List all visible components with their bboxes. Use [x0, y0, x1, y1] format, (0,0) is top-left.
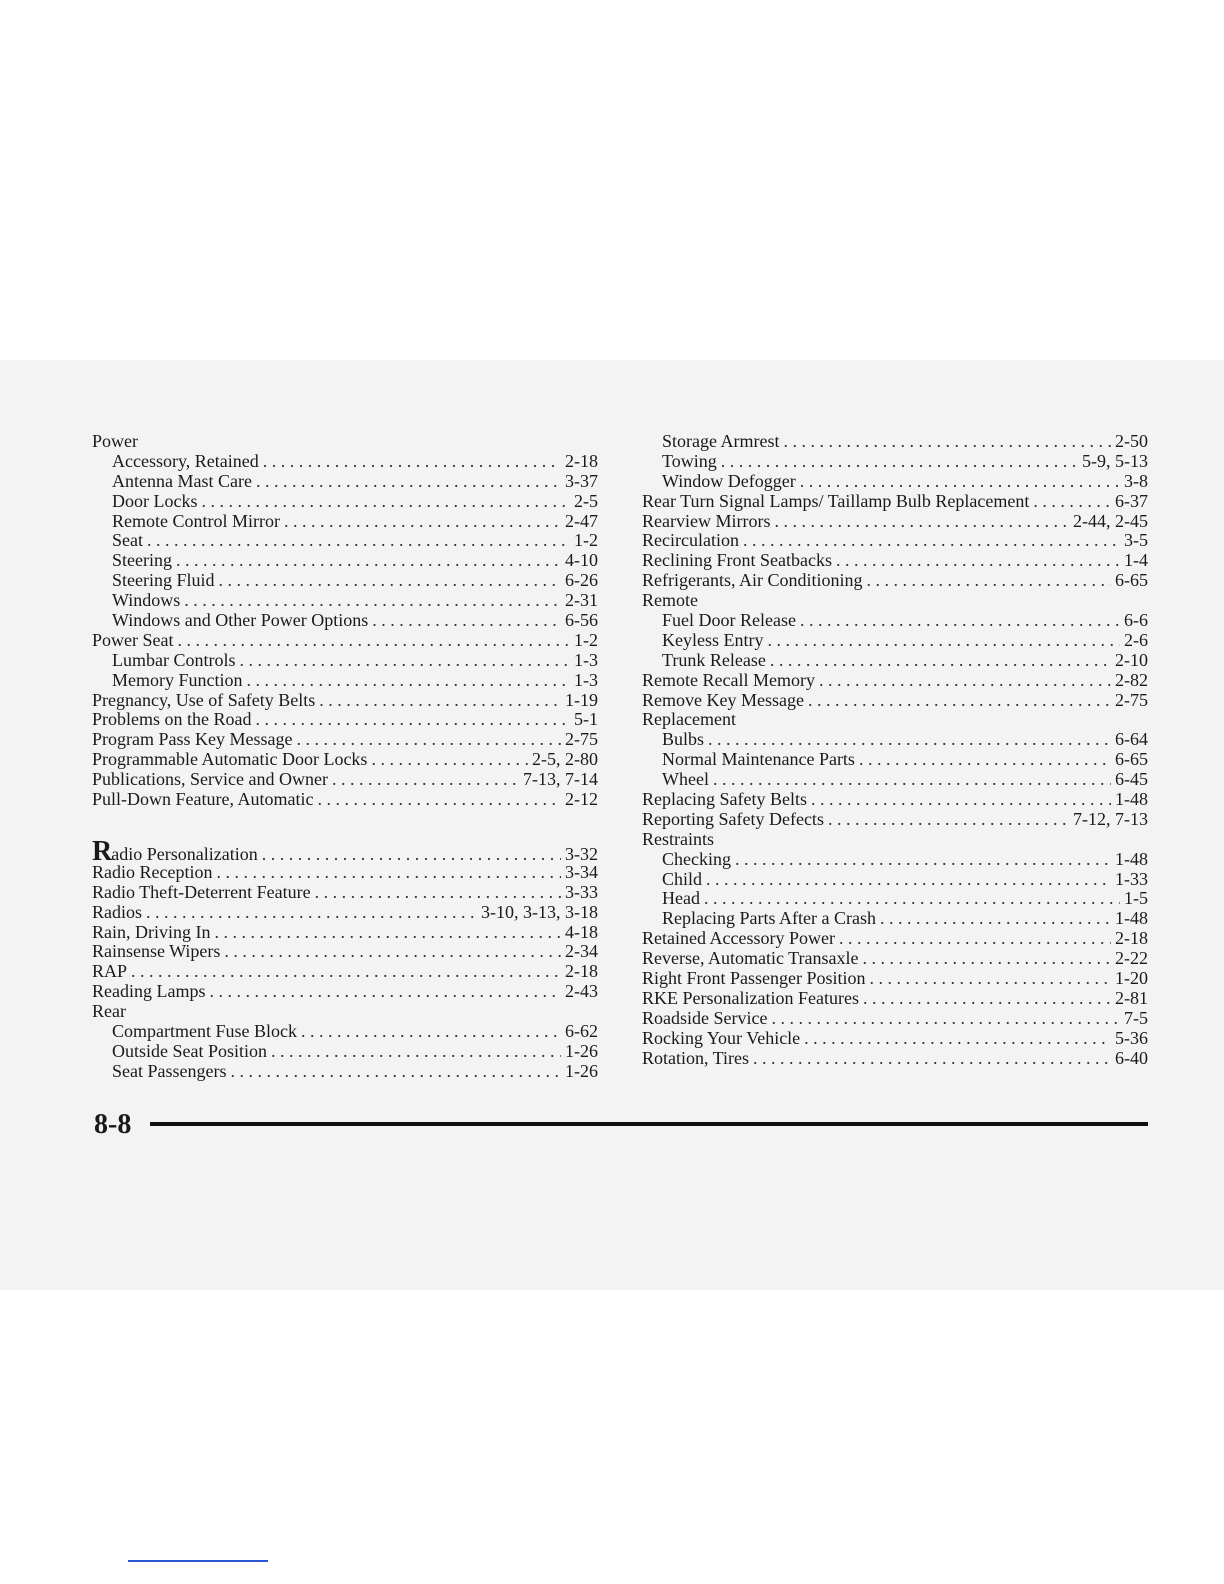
index-entry-page-ref[interactable]: 3-37	[565, 470, 598, 491]
index-entry-term: Windows and Other Power Options	[112, 610, 369, 631]
index-entry-page-ref[interactable]: 6-26	[565, 570, 598, 591]
index-entry-term: Steering Fluid	[112, 570, 215, 591]
index-entry-term: Rocking Your Vehicle	[642, 1027, 801, 1048]
index-entry-term: RKE Personalization Features	[642, 987, 859, 1008]
index-entry-page-ref[interactable]: 2-43	[565, 981, 598, 1002]
dot-leader	[177, 631, 570, 651]
dot-leader	[828, 810, 1069, 830]
index-entry	[92, 631, 598, 651]
index-entry-term: Program Pass Key Message	[92, 729, 293, 750]
dot-leader	[176, 551, 561, 571]
index-entry	[642, 591, 1148, 611]
index-entry	[92, 982, 598, 1002]
index-entry	[642, 492, 1148, 512]
index-entry-term: Memory Function	[112, 669, 243, 690]
index-column-right	[642, 432, 1148, 1069]
index-entry-term: Pregnancy, Use of Safety Belts	[92, 689, 316, 710]
index-entry-term: Towing	[662, 450, 717, 471]
dot-leader	[240, 651, 571, 671]
index-entry	[92, 492, 598, 512]
index-entry-term: Rainsense Wipers	[92, 941, 221, 962]
dot-leader	[870, 969, 1111, 989]
dot-leader	[774, 512, 1069, 532]
index-entry	[642, 889, 1148, 909]
dot-leader	[317, 790, 561, 810]
index-entry	[642, 1029, 1148, 1049]
dot-leader	[704, 889, 1120, 909]
index-entry-page-ref[interactable]: 1-4	[1124, 550, 1148, 571]
index-entry	[642, 432, 1148, 452]
index-entry-page-ref[interactable]: 6-37	[1115, 490, 1148, 511]
index-entry-term: Seat	[112, 530, 143, 551]
index-entry-page-ref[interactable]: 2-75	[565, 729, 598, 750]
index-entry-term: Rear Turn Signal Lamps/ Taillamp Bulb Replacement	[642, 490, 1030, 511]
index-entry-page-ref[interactable]: 3-33	[565, 881, 598, 902]
index-entry	[92, 611, 598, 631]
index-entry-page-ref[interactable]: 1-3	[574, 649, 598, 670]
index-entry-term: Fuel Door Release	[662, 610, 796, 631]
index-entry-term: Head	[662, 888, 700, 909]
index-entry-page-ref[interactable]: 2-18	[565, 450, 598, 471]
index-entry-page-ref[interactable]: 1-33	[1115, 868, 1148, 889]
index-entry-term: Remote	[642, 590, 698, 611]
index-entry	[642, 531, 1148, 551]
index-entry-page-ref[interactable]: 6-40	[1115, 1047, 1148, 1068]
index-entry	[92, 810, 598, 838]
index-entry-term: Checking	[662, 848, 731, 869]
index-entry-page-ref[interactable]: 2-10	[1115, 649, 1148, 670]
dot-leader	[708, 730, 1111, 750]
index-entry-page-ref[interactable]: 1-26	[565, 1040, 598, 1061]
index-entry-term: Compartment Fuse Block	[112, 1021, 297, 1042]
index-entry	[642, 850, 1148, 870]
dot-leader	[301, 1022, 561, 1042]
index-entry-term: Windows	[112, 590, 181, 611]
index-entry-page-ref[interactable]: 1-5	[1124, 888, 1148, 909]
index-entry	[642, 611, 1148, 631]
index-entry-term: Refrigerants, Air Conditioning	[642, 570, 863, 591]
index-entry	[92, 551, 598, 571]
index-entry-term: Restraints	[642, 828, 714, 849]
dot-leader	[811, 790, 1111, 810]
index-entry	[92, 651, 598, 671]
dot-leader	[863, 989, 1111, 1009]
index-entry-page-ref[interactable]: 6-64	[1115, 729, 1148, 750]
index-entry	[92, 571, 598, 591]
index-entry-term: Remote Control Mirror	[112, 510, 280, 531]
index-entry-page-ref[interactable]: 5-1	[574, 709, 598, 730]
index-entry	[92, 750, 598, 770]
dot-leader	[839, 929, 1111, 949]
dot-leader	[284, 512, 561, 532]
dot-leader	[771, 1009, 1120, 1029]
index-entry-term: Radios	[92, 901, 143, 922]
dot-leader	[319, 691, 561, 711]
index-entry-page-ref[interactable]: 1-20	[1115, 968, 1148, 989]
index-entry-term: Problems on the Road	[92, 709, 252, 730]
index-entry	[642, 730, 1148, 750]
index-entry	[642, 551, 1148, 571]
index-entry-page-ref[interactable]: 3-34	[565, 861, 598, 882]
index-entry-page-ref[interactable]: 6-56	[565, 610, 598, 631]
dot-leader	[131, 962, 561, 982]
index-entry-term: Door Locks	[112, 490, 198, 511]
bottom-link-underline	[128, 1560, 268, 1562]
dot-leader	[256, 710, 571, 730]
index-entry-page-ref[interactable]: 6-45	[1115, 769, 1148, 790]
dot-leader	[880, 909, 1111, 929]
index-entry-page-ref[interactable]: 2-81	[1115, 987, 1148, 1008]
index-entry	[642, 571, 1148, 591]
index-entry	[92, 863, 598, 883]
dot-leader	[219, 571, 562, 591]
index-entry	[642, 810, 1148, 830]
index-entry-page-ref[interactable]: 1-48	[1115, 789, 1148, 810]
index-entry-page-ref[interactable]: 7-12, 7-13	[1073, 808, 1148, 829]
index-entry-term: Replacing Parts After a Crash	[662, 908, 876, 929]
index-entry	[92, 591, 598, 611]
index-entry	[642, 1009, 1148, 1029]
index-entry	[642, 909, 1148, 929]
index-entry	[92, 671, 598, 691]
dot-leader	[216, 863, 561, 883]
index-entry-page-ref[interactable]: 2-75	[1115, 689, 1148, 710]
index-entry-term: Keyless Entry	[662, 629, 764, 650]
dot-leader	[372, 611, 561, 631]
index-entry	[92, 1022, 598, 1042]
index-entry-term: Trunk Release	[662, 649, 766, 670]
index-entry-term: Power Seat	[92, 629, 174, 650]
dot-leader	[800, 611, 1120, 631]
index-entry	[642, 710, 1148, 730]
index-entry	[92, 472, 598, 492]
dot-leader	[808, 691, 1111, 711]
index-entry-page-ref[interactable]: 5-36	[1115, 1027, 1148, 1048]
dot-leader	[804, 1029, 1111, 1049]
index-entry-term: Bulbs	[662, 729, 705, 750]
index-entry	[92, 923, 598, 943]
index-entry-term: RAP	[92, 961, 128, 982]
index-entry-term: Remove Key Message	[642, 689, 804, 710]
index-entry-page-ref[interactable]: 2-6	[1124, 629, 1148, 650]
index-entry-page-ref[interactable]: 7-5	[1124, 1007, 1148, 1028]
dot-leader	[224, 942, 561, 962]
index-entry-term: Reading Lamps	[92, 981, 206, 1002]
dot-leader	[201, 492, 570, 512]
index-entry-term: Roadside Service	[642, 1007, 768, 1028]
index-entry-page-ref[interactable]: 1-2	[574, 530, 598, 551]
index-entry-term: Accessory, Retained	[112, 450, 259, 471]
index-entry-page-ref[interactable]: 2-5	[574, 490, 598, 511]
dot-leader	[215, 923, 562, 943]
index-entry-term: Programmable Automatic Door Locks	[92, 749, 368, 770]
dot-leader	[721, 452, 1078, 472]
index-entry-term: Right Front Passenger Position	[642, 968, 866, 989]
index-entry	[92, 942, 598, 962]
index-entry-term: Replacing Safety Belts	[642, 789, 807, 810]
index-entry-page-ref[interactable]: 3-32	[565, 843, 598, 864]
index-entry-page-ref[interactable]: 2-18	[1115, 928, 1148, 949]
index-entry-page-ref[interactable]: 3-5	[1124, 530, 1148, 551]
index-entry-page-ref[interactable]: 1-2	[574, 629, 598, 650]
index-entry-term: Rain, Driving In	[92, 921, 211, 942]
index-entry-page-ref[interactable]: 2-47	[565, 510, 598, 531]
dot-leader	[1033, 492, 1111, 512]
index-entry-term: Reverse, Automatic Transaxle	[642, 948, 859, 969]
index-entry	[642, 929, 1148, 949]
index-entry-page-ref[interactable]: 2-50	[1115, 431, 1148, 451]
index-entry	[642, 1049, 1148, 1069]
index-entry-term: Retained Accessory Power	[642, 928, 835, 949]
index-entry-page-ref[interactable]: 3-8	[1124, 470, 1148, 491]
dot-leader	[859, 750, 1111, 770]
dot-leader	[296, 730, 561, 750]
index-entry-term: Child	[662, 868, 703, 889]
index-entry-page-ref[interactable]: 1-48	[1115, 848, 1148, 869]
index-entry	[642, 472, 1148, 492]
index-entry-page-ref[interactable]: 3-10, 3-13, 3-18	[481, 901, 598, 922]
dot-leader	[271, 1042, 561, 1062]
index-entry	[92, 903, 598, 923]
index-entry	[642, 691, 1148, 711]
index-column-left	[92, 432, 598, 1082]
dot-leader	[819, 671, 1111, 691]
index-entry-term: Steering	[112, 550, 172, 571]
index-entry-term: Antenna Mast Care	[112, 470, 252, 491]
index-entry-term: Window Defogger	[662, 470, 796, 491]
index-entry	[642, 631, 1148, 651]
dot-leader	[262, 845, 561, 865]
index-entry-page-ref[interactable]: 4-18	[565, 921, 598, 942]
index-entry-term: Storage Armrest	[662, 431, 780, 451]
dot-leader	[753, 1049, 1111, 1069]
index-entry-term: Recirculation	[642, 530, 739, 551]
index-entry	[642, 949, 1148, 969]
index-entry-page-ref[interactable]: 2-44, 2-45	[1073, 510, 1148, 531]
index-entry-term: Pull-Down Feature, Automatic	[92, 789, 314, 810]
index-entry-term: Seat Passengers	[112, 1060, 227, 1081]
index-entry-page-ref[interactable]: 7-13, 7-14	[523, 769, 598, 790]
dot-leader	[783, 432, 1111, 452]
dot-leader	[146, 903, 477, 923]
index-entry-page-ref[interactable]: 6-65	[1115, 749, 1148, 770]
section-initial: R	[92, 835, 112, 867]
index-entry	[642, 969, 1148, 989]
index-entry	[92, 962, 598, 982]
index-entry	[92, 512, 598, 532]
index-entry	[642, 651, 1148, 671]
index-entry	[642, 770, 1148, 790]
index-entry-page-ref[interactable]: 2-12	[565, 789, 598, 810]
index-entry-term: Wheel	[662, 769, 709, 790]
index-entry-page-ref[interactable]: 1-19	[565, 689, 598, 710]
index-entry-term: Reclining Front Seatbacks	[642, 550, 832, 571]
index-entry	[92, 770, 598, 790]
dot-leader	[263, 452, 561, 472]
index-entry-page-ref[interactable]: 2-5, 2-80	[532, 749, 598, 770]
index-entry-term: Lumbar Controls	[112, 649, 236, 670]
index-entry	[92, 790, 598, 810]
index-entry-term: Replacement	[642, 709, 736, 730]
dot-leader	[247, 671, 571, 691]
index-entry	[92, 730, 598, 750]
index-entry	[642, 989, 1148, 1009]
index-entry	[92, 1042, 598, 1062]
index-entry-page-ref[interactable]: 6-62	[565, 1021, 598, 1042]
dot-leader	[713, 770, 1111, 790]
index-entry-page-ref[interactable]: 2-18	[565, 961, 598, 982]
index-entry-term-rest: adio Personalization	[111, 843, 258, 864]
dot-leader	[862, 949, 1111, 969]
dot-leader	[209, 982, 561, 1002]
index-entry	[92, 710, 598, 730]
index-entry-page-ref[interactable]: 2-34	[565, 941, 598, 962]
dot-leader	[184, 591, 561, 611]
dot-leader	[800, 472, 1120, 492]
index-entry	[642, 870, 1148, 890]
index-entry-page-ref[interactable]: 2-31	[565, 590, 598, 611]
index-entry	[92, 835, 598, 867]
dot-leader	[332, 770, 519, 790]
index-entry-page-ref[interactable]: 2-22	[1115, 948, 1148, 969]
index-entry	[92, 1062, 598, 1082]
dot-leader	[315, 883, 561, 903]
index-entry-page-ref[interactable]: 6-65	[1115, 570, 1148, 591]
index-entry-page-ref[interactable]: 4-10	[565, 550, 598, 571]
index-entry-term: Remote Recall Memory	[642, 669, 815, 690]
index-entry-term: Outside Seat Position	[112, 1040, 268, 1061]
index-entry	[92, 1002, 598, 1022]
dot-leader	[256, 472, 561, 492]
page-number: 8-8	[94, 1109, 132, 1140]
index-entry-term: Rotation, Tires	[642, 1047, 750, 1068]
dot-leader	[767, 631, 1120, 651]
dot-leader	[230, 1062, 561, 1082]
index-entry	[92, 691, 598, 711]
index-entry-page-ref[interactable]: 1-48	[1115, 908, 1148, 929]
index-entry-term: Radio Reception	[92, 861, 213, 882]
index-entry	[642, 750, 1148, 770]
index-entry	[92, 883, 598, 903]
index-entry-page-ref[interactable]: 1-26	[565, 1060, 598, 1081]
index-entry	[642, 671, 1148, 691]
index-entry-page-ref[interactable]: 6-6	[1124, 610, 1148, 631]
index-entry-term: Normal Maintenance Parts	[662, 749, 855, 770]
index-entry	[642, 790, 1148, 810]
index-entry	[92, 432, 598, 452]
index-entry	[642, 512, 1148, 532]
dot-leader	[770, 651, 1111, 671]
index-entry-page-ref[interactable]: 5-9, 5-13	[1082, 450, 1148, 471]
index-entry-term: Reporting Safety Defects	[642, 808, 824, 829]
index-entry-page-ref[interactable]: 1-3	[574, 669, 598, 690]
dot-leader	[706, 870, 1111, 890]
index-entry	[642, 830, 1148, 850]
dot-leader	[743, 531, 1120, 551]
index-entry	[642, 452, 1148, 472]
footer-rule	[150, 1122, 1148, 1126]
dot-leader	[147, 531, 570, 551]
index-entry-term: Power	[92, 431, 138, 451]
index-entry-term: Rear	[92, 1001, 126, 1022]
index-entry-term: Publications, Service and Owner	[92, 769, 328, 790]
dot-leader	[836, 551, 1120, 571]
index-entry	[92, 452, 598, 472]
dot-leader	[866, 571, 1111, 591]
index-entry	[92, 531, 598, 551]
index-entry-term: Radio Theft-Deterrent Feature	[92, 881, 311, 902]
dot-leader	[735, 850, 1111, 870]
index-entry-page-ref[interactable]: 2-82	[1115, 669, 1148, 690]
dot-leader	[371, 750, 528, 770]
index-entry-term: Rearview Mirrors	[642, 510, 771, 531]
